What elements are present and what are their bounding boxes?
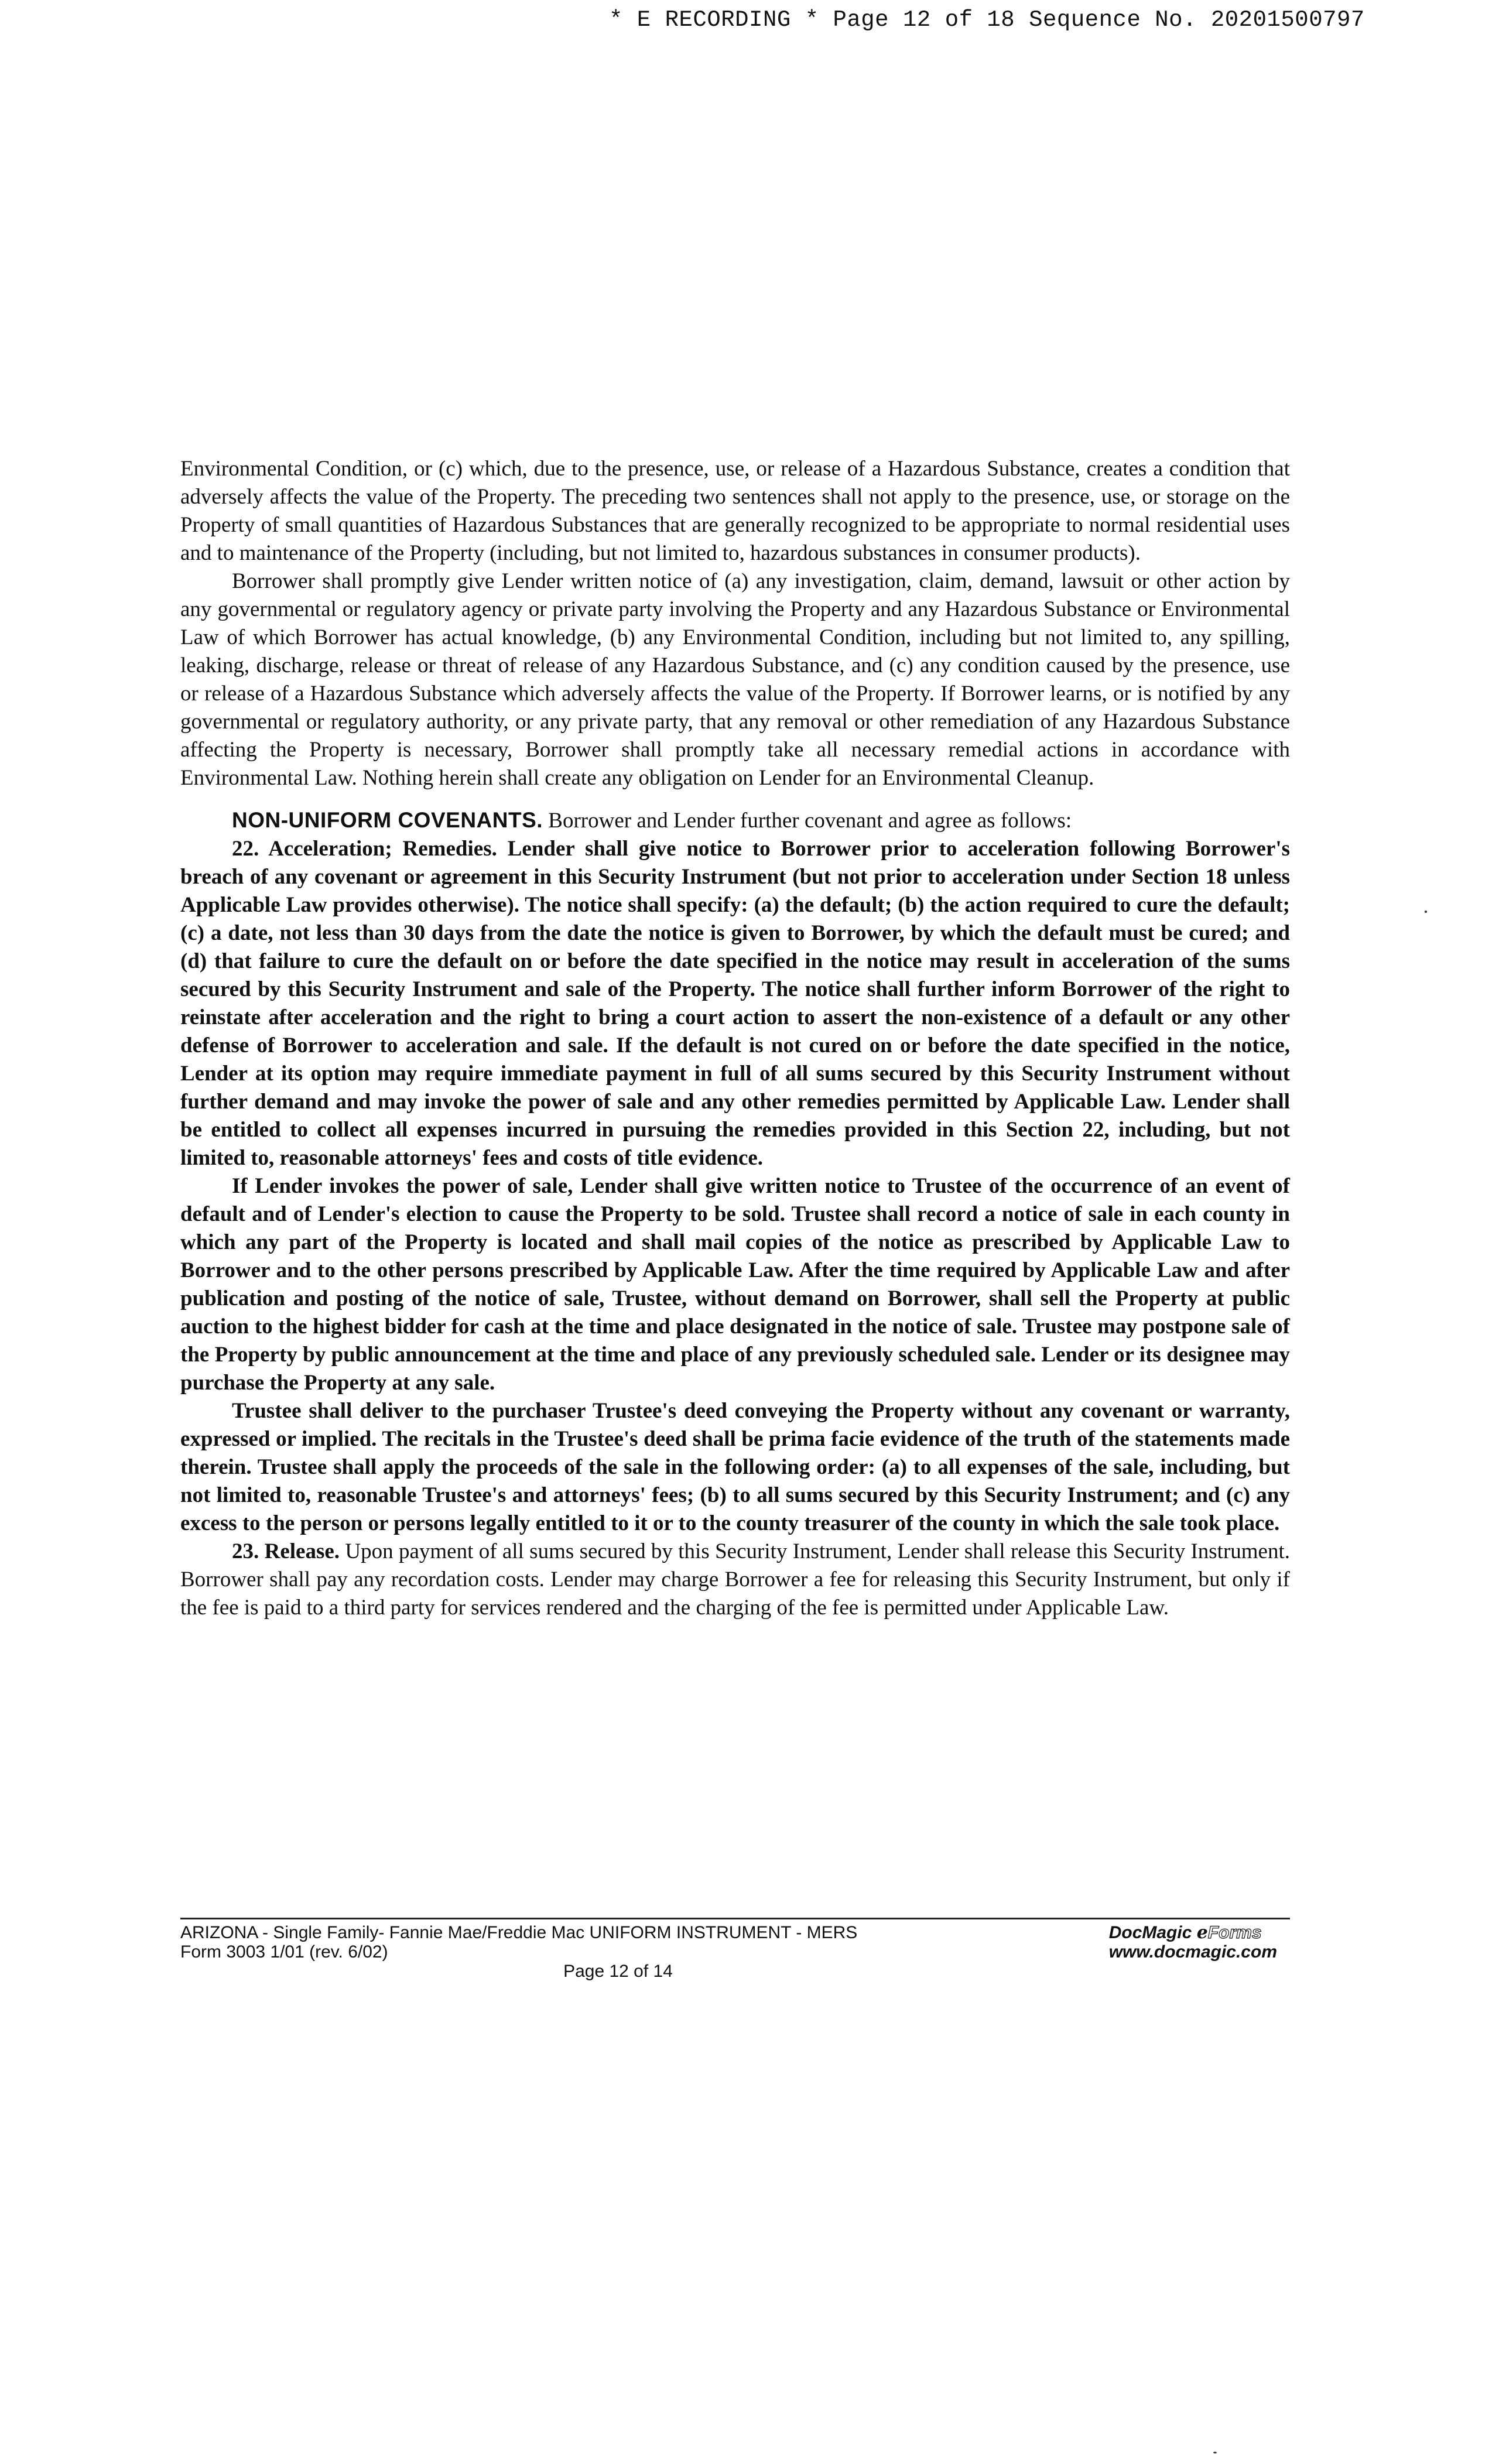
brand-e-icon: e [1196,1922,1208,1943]
paragraph-environmental-condition: Environmental Condition, or (c) which, due to the presence, use, or release of a Hazardous Substance, creates a condition that adversely affects the value of the Property. The preceding two sentences shall not apply to the presence, use, or storage on the Property of small quantities of Hazardous Substances that are generally recognized to be appropriate to normal residential uses and to maintenance of the Property (including, but not limited to, hazardous substances in consumer products). [180,457,1290,565]
section-22-text-1: Lender shall give notice to Borrower prior to acceleration following Borrower's breach of any covenant or agreement in this Security Instrument (but not prior to acceleration under Section 18 unless Applicable Law provides otherwise). The notice shall specify: (a) the default; (b) the action required to cure the default; (c) a date, not less than 30 days from the date the notice is given to Borrower, by which the default must be cured; and (d) that failure to cure the default on or before the date specified in the notice may result in acceleration of the sums secured by this Security Instrument and sale of the Property. The notice shall further inform Borrower of the right to reinstate after acceleration and the right to bring a court action to assert the non-existence of a default or any other defense of Borrower to acceleration and sale. If the default is not cured on or before the date specified in the notice, Lender at its option may require immediate payment in full of all sums secured by this Security Instrument without further demand and may invoke the power of sale and any other remedies permitted by Applicable Law. Lender shall be entitled to collect all expenses incurred in pursuing the remedies provided in this Section 22, including, but not limited to, reasonable attorneys' fees and costs of title evidence. [180,837,1291,1170]
section-22-paragraph-1 [180,835,1290,1172]
section-23-text: Upon payment of all sums secured by this Security Instrument, Lender shall release this Security Instrument. Borrower shall pay any recordation costs. Lender may charge Borrower a fee for releasing this Security Instrument, but only if the fee is paid to a third party for services rendered and the charging of the fee is permitted under Applicable Law. [180,1539,1291,1620]
form-number: Form 3003 1/01 (rev. 6/02) [180,1942,388,1962]
docmagic-logo [1109,1923,1277,1942]
section-22-paragraph-2: If Lender invokes the power of sale, Lender shall give written notice to Trustee of the occurrence of an event of default and of Lender's election to cause the Property to be sold. Trustee shall record a notice of sale in each county in which any part of the Property is located and shall mail copies of the notice as prescribed by Applicable Law to Borrower and to the other persons prescribed by Applicable Law. After the time required by Applicable Law and after publication and posting of the notice of sale, Trustee, without demand on Borrower, shall sell the Property at public auction to the highest bidder for cash at the time and place designated in the notice of sale. Trustee may postpone sale of the Property by public announcement at the time and place of any previously scheduled sale. Lender or its designee may purchase the Property at any sale. [180,1174,1290,1395]
brand-name: DocMagic [1108,1923,1192,1942]
paragraph-borrower-notice: Borrower shall promptly give Lender written notice of (a) any investigation, claim, demand, lawsuit or other action by any governmental or regulatory agency or private party involving the Property and any Hazardous Substance or Environmental Law of which Borrower has actual knowledge, (b) any Environmental Condition, including but not limited to, any spilling, leaking, discharge, release or threat of release of any Hazardous Substance, and (c) any condition caused by the presence, use or release of a Hazardous Substance which adversely affects the value of the Property. If Borrower learns, or is notified by any governmental or regulatory authority, or any private party, that any removal or other remediation of any Hazardous Substance affecting the Property is necessary, Borrower shall promptly take all necessary remedial actions in accordance with Environmental Law. Nothing herein shall create any obligation on Lender for an Environmental Cleanup. [180,569,1290,790]
section-22-paragraph-3: Trustee shall deliver to the purchaser Trustee's deed conveying the Property without any covenant or warranty, expressed or implied. The recitals in the Trustee's deed shall be prima facie evidence of the truth of the statements made therein. Trustee shall apply the proceeds of the sale in the following order: (a) to all expenses of the sale, including, but not limited to, reasonable Trustee's and attorneys' fees; (b) to all sums secured by this Security Instrument; and (c) any excess to the person or persons legally entitled to it or to the county treasurer of the county in which the sale took place. [180,1399,1290,1535]
footer-divider [180,1918,1290,1919]
brand-url: www.docmagic.com [1108,1942,1277,1962]
form-identifier [180,1923,857,1962]
document-body [180,455,1290,1622]
scan-speck-bottom [1213,2452,1217,2453]
non-uniform-covenants-intro: Borrower and Lender further covenant and agree as follows: [548,809,1072,833]
non-uniform-covenants-paragraph [180,806,1290,835]
non-uniform-covenants-heading: NON-UNIFORM COVENANTS. [232,808,543,832]
recording-stamp: * E RECORDING * Page 12 of 18 Sequence No. 20201500797 [609,7,1365,33]
section-22-title: 22. Acceleration; Remedies. [232,837,497,861]
section-23-title: 23. Release. [232,1539,340,1563]
section-23-paragraph [180,1538,1290,1622]
scan-speck-right [1425,911,1427,913]
form-title: ARIZONA - Single Family- Fannie Mae/Freddie Mac UNIFORM INSTRUMENT - MERS [180,1923,858,1942]
docmagic-brand [1109,1923,1277,1962]
page-number: Page 12 of 14 [563,1962,673,1981]
page-footer [180,1923,1290,1993]
brand-forms: Forms [1207,1923,1262,1942]
